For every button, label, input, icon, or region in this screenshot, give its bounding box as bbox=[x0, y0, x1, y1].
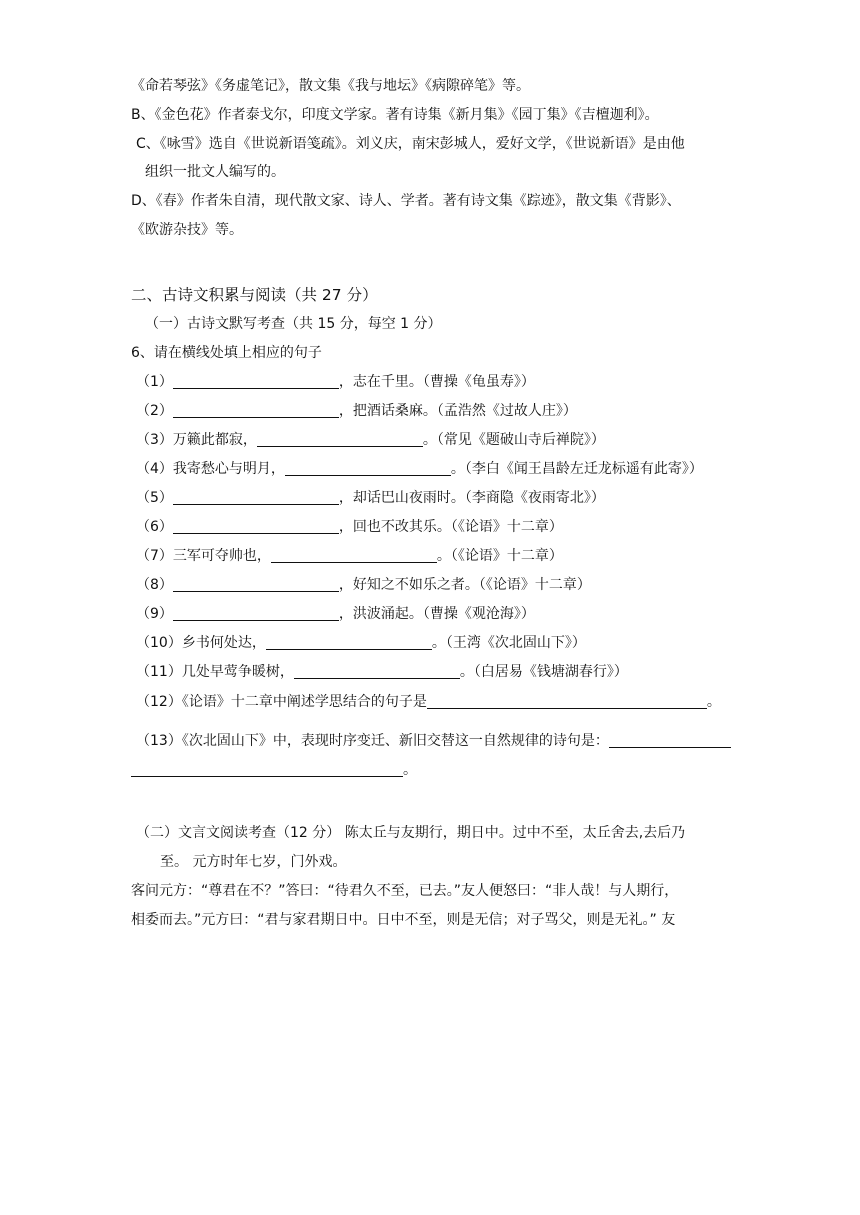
item-number: （11） bbox=[136, 664, 182, 680]
option-c-line2: 组织一批文人编写的。 bbox=[145, 164, 285, 180]
classical-text-para1: 客问元方：“尊君在不？”答曰：“待君久不至，已去。”友人便怒曰：“非人哉！与人期行， bbox=[131, 883, 679, 899]
item-number: （10） bbox=[136, 635, 182, 651]
question-6-prompt: 6、请在横线处填上相应的句子 bbox=[131, 345, 322, 361]
fill-item-2: （2） ，把酒话桑麻。（孟浩然《过故人庄》） bbox=[136, 403, 577, 419]
item-number: （2） bbox=[136, 403, 173, 419]
fill-item-13-line2: 。 bbox=[131, 760, 417, 780]
item-number: （8） bbox=[136, 577, 173, 593]
answer-blank[interactable] bbox=[285, 461, 451, 476]
answer-blank[interactable] bbox=[173, 606, 339, 621]
answer-blank[interactable] bbox=[609, 733, 731, 748]
subsection-1-title: （一）古诗文默写考查（共 15 分，每空 1 分） bbox=[145, 316, 442, 332]
fill-item-7: （7）三军可夺帅也， 。（《论语》十二章） bbox=[136, 548, 563, 564]
option-a-continuation: 《命若琴弦》《务虚笔记》，散文集《我与地坛》《病隙碎笔》等。 bbox=[131, 78, 530, 94]
option-d-line1: D、《春》作者朱自清，现代散文家、诗人、学者。著有诗文集《踪迹》，散文集《背影》、 bbox=[131, 193, 681, 209]
fill-item-13-line1: （13）《次北固山下》中，表现时序变迁、新旧交替这一自然规律的诗句是： bbox=[136, 731, 731, 751]
subsection-2-line2: 至。 元方时年七岁，门外戏。 bbox=[160, 854, 347, 870]
answer-blank[interactable] bbox=[173, 403, 339, 418]
answer-blank[interactable] bbox=[266, 635, 432, 650]
answer-blank[interactable] bbox=[173, 577, 339, 592]
fill-item-1: （1） ，志在千里。（曹操《龟虽寿》） bbox=[136, 374, 535, 390]
section-2-title: 二、古诗文积累与阅读（共 27 分） bbox=[131, 286, 378, 304]
answer-blank[interactable] bbox=[131, 762, 403, 777]
fill-item-12: （12）《论语》十二章中阐述学思结合的句子是 。 bbox=[136, 694, 721, 710]
classical-text-para2: 相委而去。”元方曰：“君与家君期日中。日中不至，则是无信；对子骂父，则是无礼。” 友 bbox=[131, 912, 676, 928]
fill-item-10: （10）乡书何处达， 。（王湾《次北固山下》） bbox=[136, 635, 586, 651]
answer-blank[interactable] bbox=[173, 374, 339, 389]
item-number: （9） bbox=[136, 606, 173, 622]
item-number: （4） bbox=[136, 461, 173, 477]
fill-item-3: （3）万籁此都寂， 。（常见《题破山寺后禅院》） bbox=[136, 432, 605, 448]
fill-item-11: （11）几处早莺争暖树， 。（白居易《钱塘湖春行》） bbox=[136, 664, 628, 680]
answer-blank[interactable] bbox=[173, 490, 339, 505]
option-b: B、《金色花》作者泰戈尔，印度文学家。著有诗集《新月集》《园丁集》《吉檀迦利》。 bbox=[131, 107, 659, 123]
fill-item-9: （9） ，洪波涌起。（曹操《观沧海》） bbox=[136, 606, 535, 622]
subsection-2-line1: （二）文言文阅读考查（12 分） 陈太丘与友期行，期日中。过中不至，太丘舍去,去后乃 bbox=[136, 825, 686, 841]
fill-item-5: （5） ，却话巴山夜雨时。（李商隐《夜雨寄北》） bbox=[136, 490, 605, 506]
fill-item-6: （6） ，回也不改其乐。（《论语》十二章） bbox=[136, 519, 563, 535]
fill-item-4: （4）我寄愁心与明月， 。（李白《闻王昌龄左迁龙标遥有此寄》） bbox=[136, 461, 703, 477]
answer-blank[interactable] bbox=[173, 519, 339, 534]
option-d-line2: 《欧游杂技》等。 bbox=[131, 222, 243, 238]
answer-blank[interactable] bbox=[294, 664, 460, 679]
fill-item-8: （8） ，好知之不如乐之者。（《论语》十二章） bbox=[136, 577, 591, 593]
item-number: （1） bbox=[136, 374, 173, 390]
item-number: （7） bbox=[136, 548, 173, 564]
item-number: （6） bbox=[136, 519, 173, 535]
answer-blank[interactable] bbox=[427, 694, 707, 709]
option-c-line1: C、《咏雪》选自《世说新语笺疏》。刘义庆，南宋彭城人，爱好文学，《世说新语》是由他 bbox=[136, 136, 685, 152]
answer-blank[interactable] bbox=[257, 432, 423, 447]
item-number: （5） bbox=[136, 490, 173, 506]
item-number: （3） bbox=[136, 432, 173, 448]
answer-blank[interactable] bbox=[271, 548, 437, 563]
